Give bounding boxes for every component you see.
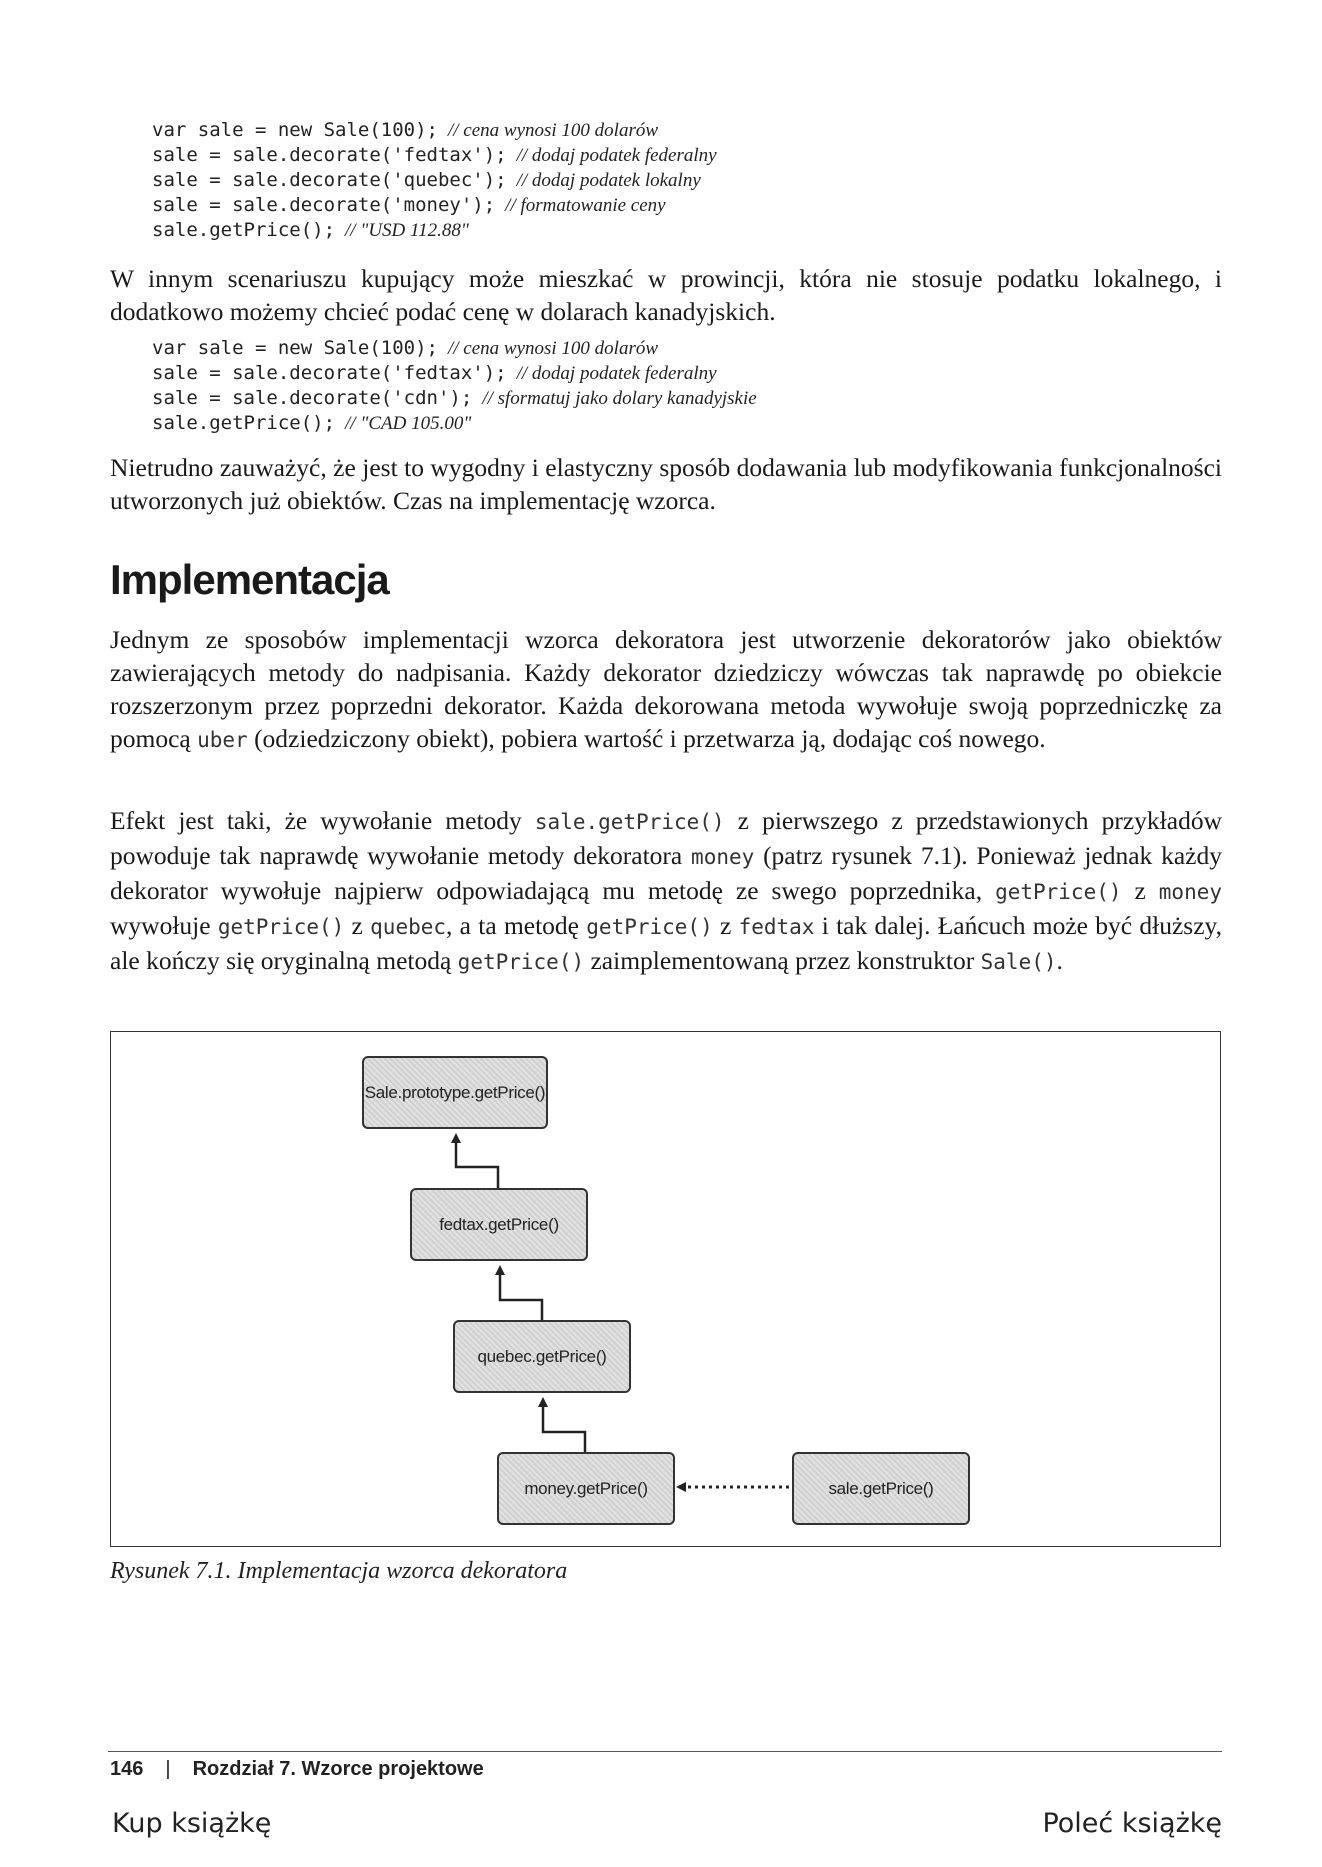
code-statement: sale = sale.decorate('quebec'); xyxy=(152,169,507,191)
code-line xyxy=(152,193,1232,218)
code-comment: // dodaj podatek federalny xyxy=(516,145,717,166)
paragraph-3: Jednym ze sposobów implementacji wzorca dekoratora jest utworzenie dekoratorów jako obiektów zawierających metody do nadpisania. Każdy dekorator dziedziczy wówczas tak naprawdę po obiekcie rozszerzonym przez poprzedni dekorator. Każda dekorowana metoda wywołuje swoją poprzedniczkę za pomocą uber (odziedziczony obiekt), pobiera wartość i przetwarza ją, dodając coś nowego. xyxy=(110,625,1222,753)
paragraph-4: Efekt jest taki, że wywołanie metody sale.getPrice() z pierwszego z przedstawionych przykładów powoduje tak naprawdę wywołanie metody dekoratora money (patrz rysunek 7.1). Ponieważ jednak każdy dekorator wywołuje najpierw odpowiadającą mu metodę ze swego poprzednika, getPrice() z money wywołuje getPrice() z quebec, a ta metodę getPrice() z fedtax i tak dalej. Łańcuch może być dłuższy, ale kończy się oryginalną metodą getPrice() zaimplementowaną przez konstruktor Sale(). xyxy=(110,806,1223,975)
footer-rule xyxy=(108,1751,1222,1752)
code-statement: sale = sale.decorate('money'); xyxy=(152,194,496,216)
code-comment: // "CAD 105.00" xyxy=(345,413,472,434)
code-comment: // cena wynosi 100 dolarów xyxy=(447,120,659,141)
code-comment: // cena wynosi 100 dolarów xyxy=(447,338,659,359)
code-line xyxy=(152,386,1232,411)
code-comment: // dodaj podatek lokalny xyxy=(516,170,701,191)
code-line xyxy=(152,143,1232,168)
footer-separator: | xyxy=(165,1758,171,1780)
node-fedtax-getprice: fedtax.getPrice() xyxy=(410,1188,588,1261)
paragraph-2: Nietrudno zauważyć, że jest to wygodny i elastyczny sposób dodawania lub modyfikowania funkcjonalności utworzonych już obiektów. Czas na implementację wzorca. xyxy=(110,453,1222,515)
code-line xyxy=(152,218,1232,243)
buy-book-link[interactable]: Kup książkę xyxy=(112,1808,272,1839)
section-heading: Implementacja xyxy=(110,556,389,603)
code-comment: // sformatuj jako dolary kanadyjskie xyxy=(482,388,757,409)
paragraph-1: W innym scenariuszu kupujący może mieszkać w prowincji, która nie stosuje podatku lokalnego, i dodatkowo możemy chcieć podać cenę w dolarach kanadyjskich. xyxy=(110,264,1222,326)
decorator-diagram xyxy=(110,1031,1221,1547)
chapter-title: Rozdział 7. Wzorce projektowe xyxy=(192,1758,484,1780)
code-line xyxy=(152,118,1232,143)
code-statement: sale = sale.decorate('fedtax'); xyxy=(152,362,507,384)
code-statement: sale = sale.decorate('fedtax'); xyxy=(152,144,507,166)
connector-fedtax-to-prototype xyxy=(456,1138,498,1188)
code-statement: var sale = new Sale(100); xyxy=(152,119,438,141)
code-block-1 xyxy=(152,118,1232,243)
node-quebec-getprice: quebec.getPrice() xyxy=(453,1320,631,1393)
node-money-getprice: money.getPrice() xyxy=(497,1452,675,1525)
code-statement: sale = sale.decorate('cdn'); xyxy=(152,387,473,409)
code-line xyxy=(152,336,1232,361)
code-statement: sale.getPrice(); xyxy=(152,219,336,241)
code-line xyxy=(152,361,1232,386)
code-comment: // formatowanie ceny xyxy=(505,195,666,216)
code-comment: // "USD 112.88" xyxy=(345,220,469,241)
code-statement: sale.getPrice(); xyxy=(152,412,336,434)
code-line xyxy=(152,411,1232,436)
figure-caption: Rysunek 7.1. Implementacja wzorca dekoratora xyxy=(110,1558,568,1584)
page-footer xyxy=(110,1758,484,1781)
code-line xyxy=(152,168,1232,193)
connector-money-to-quebec xyxy=(543,1402,585,1452)
node-sale-prototype-getprice: Sale.prototype.getPrice() xyxy=(362,1056,548,1129)
node-sale-getprice: sale.getPrice() xyxy=(792,1452,970,1525)
recommend-book-link[interactable]: Poleć książkę xyxy=(1042,1808,1222,1839)
connector-quebec-to-fedtax xyxy=(500,1270,542,1320)
page-number: 146 xyxy=(110,1758,144,1780)
code-block-2 xyxy=(152,336,1232,436)
code-statement: var sale = new Sale(100); xyxy=(152,337,438,359)
code-comment: // dodaj podatek federalny xyxy=(516,363,717,384)
